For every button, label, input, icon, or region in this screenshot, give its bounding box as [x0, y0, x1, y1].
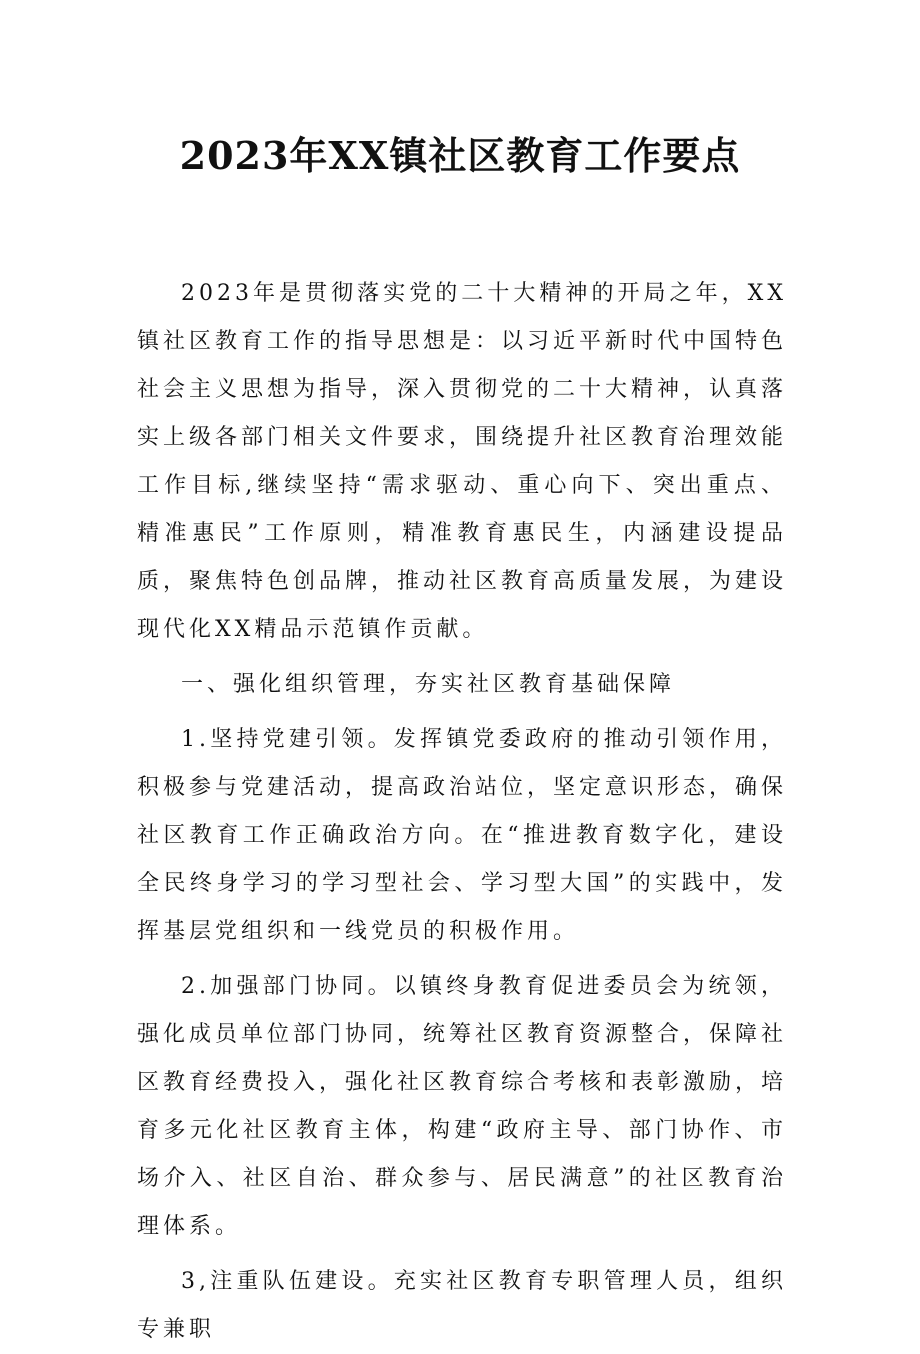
paragraph-item-1: 1.坚持党建引领。发挥镇党委政府的推动引领作用，积极参与党建活动，提高政治站位，坚定意识形态，确保社区教育工作正确政治方向。在“推进教育数字化，建设全民终身学习的学习型社会、学习型大国”的实践中，发挥基层党组织和一线党员的积极作用。: [137, 727, 788, 944]
document-body: [137, 270, 787, 1354]
paragraph-item-3: 3,注重队伍建设。充实社区教育专职管理人员，组织专兼职: [137, 1269, 787, 1342]
section-heading-1: 一、强化组织管理，夯实社区教育基础保障: [181, 672, 676, 697]
paragraph-item-2: 2.加强部门协同。以镇终身教育促进委员会为统领，强化成员单位部门协同，统筹社区教育资源整合，保障社区教育经费投入，强化社区教育综合考核和表彰激励，培育多元化社区教育主体，构建“政府主导、部门协作、市场介入、社区自治、群众参与、居民满意”的社区教育治理体系。: [137, 974, 788, 1239]
document-title: 2023年XX镇社区教育工作要点: [179, 133, 741, 178]
paragraph-intro: 2023年是贯彻落实党的二十大精神的开局之年，XX镇社区教育工作的指导思想是：以习近平新时代中国特色社会主义思想为指导，深入贯彻党的二十大精神，认真落实上级各部门相关文件要求，围绕提升社区教育治理效能工作目标,继续坚持“需求驱动、重心向下、突出重点、精准惠民”工作原则，精准教育惠民生，内涵建设提品质，聚焦特色创品牌，推动社区教育高质量发展，为建设现代化XX精品示范镇作贡献。: [137, 281, 788, 642]
